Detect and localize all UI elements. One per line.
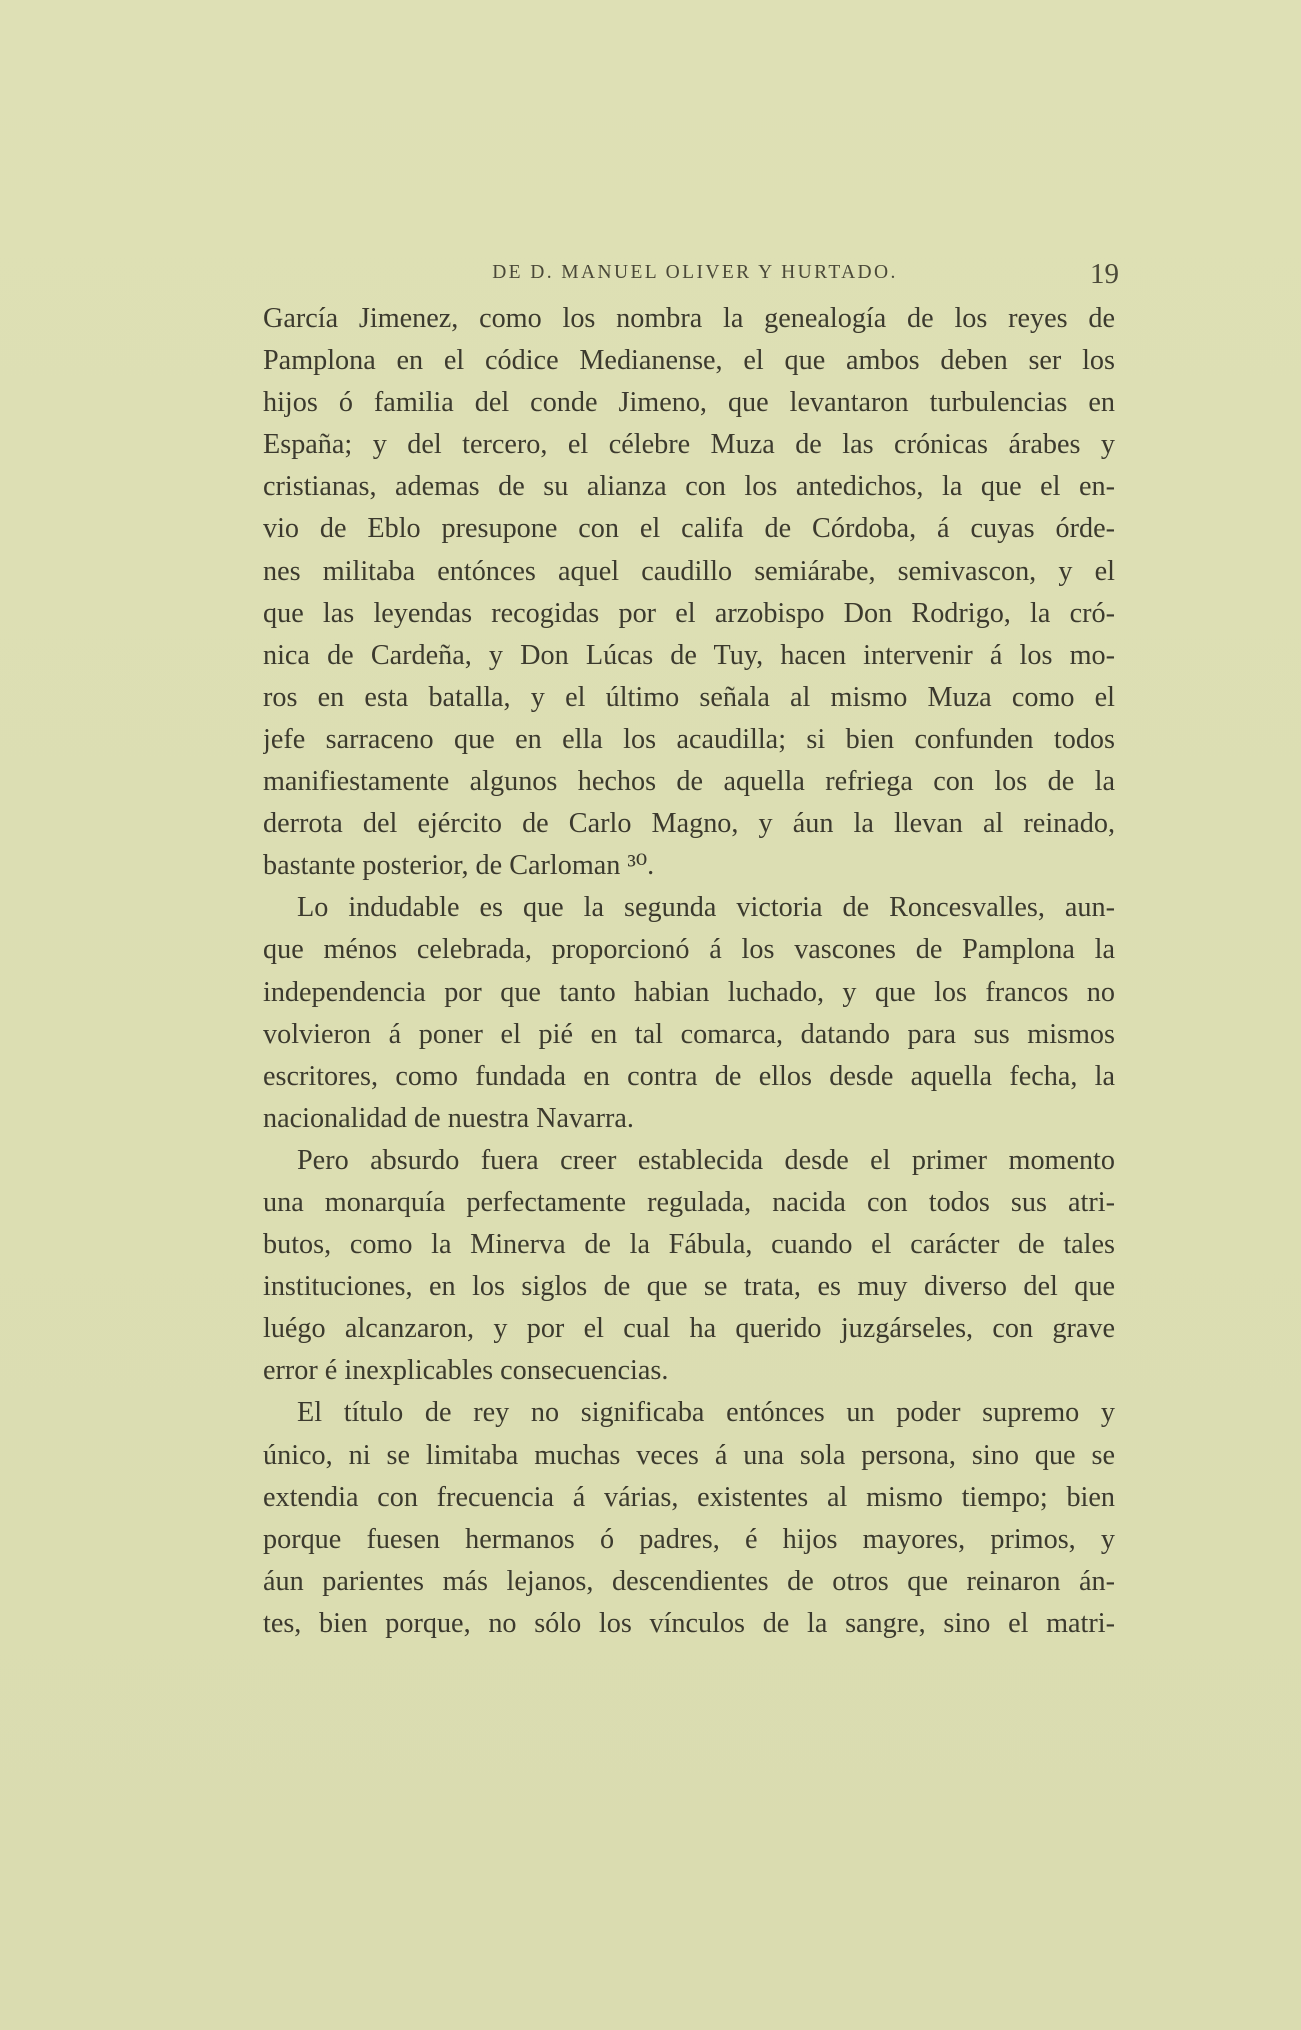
text-line: García Jimenez, como los nombra la genealogía de los reyes de bbox=[263, 303, 1115, 334]
text-line: áun parientes más lejanos, descendientes de otros que reinaron án- bbox=[263, 1565, 1115, 1597]
body-text bbox=[263, 298, 1115, 1645]
text-line: instituciones, en los siglos de que se trata, es muy diverso del que bbox=[263, 1271, 1115, 1303]
text-line: Lo indudable es que la segunda victoria de Roncesvalles, aun- bbox=[297, 892, 1115, 924]
text-line: Pamplona en el códice Medianense, el que ambos deben ser los bbox=[263, 345, 1115, 377]
text-line: manifiestamente algunos hechos de aquella refriega con los de la bbox=[263, 766, 1115, 798]
text-line: vio de Eblo presupone con el califa de Córdoba, á cuyas órde- bbox=[263, 513, 1115, 545]
text-line: butos, como la Minerva de la Fábula, cuando el carácter de tales bbox=[263, 1229, 1115, 1261]
page-header bbox=[263, 258, 1127, 298]
text-line: hijos ó familia del conde Jimeno, que levantaron turbulencias en bbox=[263, 387, 1115, 419]
text-line: error é inexplicables consecuencias. bbox=[263, 1355, 669, 1387]
text-line: escritores, como fundada en contra de ellos desde aquella fecha, la bbox=[263, 1060, 1115, 1092]
text-line: porque fuesen hermanos ó padres, é hijos mayores, primos, y bbox=[263, 1523, 1115, 1555]
running-head: DE D. MANUEL OLIVER Y HURTADO. bbox=[492, 262, 898, 283]
text-line: tes, bien porque, no sólo los vínculos de la sangre, sino el matri- bbox=[263, 1607, 1115, 1639]
text-line: extendia con frecuencia á várias, existentes al mismo tiempo; bien bbox=[263, 1481, 1115, 1513]
page-number: 19 bbox=[1090, 258, 1119, 290]
text-line: Pero absurdo fuera creer establecida desde el primer momento bbox=[297, 1144, 1115, 1176]
text-line: luégo alcanzaron, y por el cual ha querido juzgárseles, con grave bbox=[263, 1313, 1115, 1345]
text-line: nica de Cardeña, y Don Lúcas de Tuy, hacen intervenir á los mo- bbox=[263, 639, 1115, 671]
text-line: volvieron á poner el pié en tal comarca, datando para sus mismos bbox=[263, 1018, 1115, 1050]
text-line: jefe sarraceno que en ella los acaudilla; si bien confunden todos bbox=[263, 723, 1115, 755]
text-line: derrota del ejército de Carlo Magno, y áun la llevan al reinado, bbox=[263, 808, 1115, 840]
text-line: El título de rey no significaba entónces un poder supremo y bbox=[297, 1397, 1115, 1429]
text-line: nes militaba entónces aquel caudillo semiárabe, semivascon, y el bbox=[263, 555, 1115, 587]
text-line: una monarquía perfectamente regulada, nacida con todos sus atri- bbox=[263, 1186, 1115, 1218]
text-line: que ménos celebrada, proporcionó á los vascones de Pamplona la bbox=[263, 934, 1115, 966]
text-line: cristianas, ademas de su alianza con los antedichos, la que el en- bbox=[263, 471, 1115, 503]
text-line: bastante posterior, de Carloman ³⁰. bbox=[263, 850, 655, 882]
text-line: nacionalidad de nuestra Navarra. bbox=[263, 1102, 634, 1134]
text-line: único, ni se limitaba muchas veces á una sola persona, sino que se bbox=[263, 1439, 1115, 1471]
text-line: ros en esta batalla, y el último señala al mismo Muza como el bbox=[263, 681, 1115, 713]
text-line: que las leyendas recogidas por el arzobispo Don Rodrigo, la cró- bbox=[263, 597, 1115, 629]
text-line: España; y del tercero, el célebre Muza de las crónicas árabes y bbox=[263, 429, 1115, 461]
text-line: independencia por que tanto habian luchado, y que los francos no bbox=[263, 976, 1115, 1008]
